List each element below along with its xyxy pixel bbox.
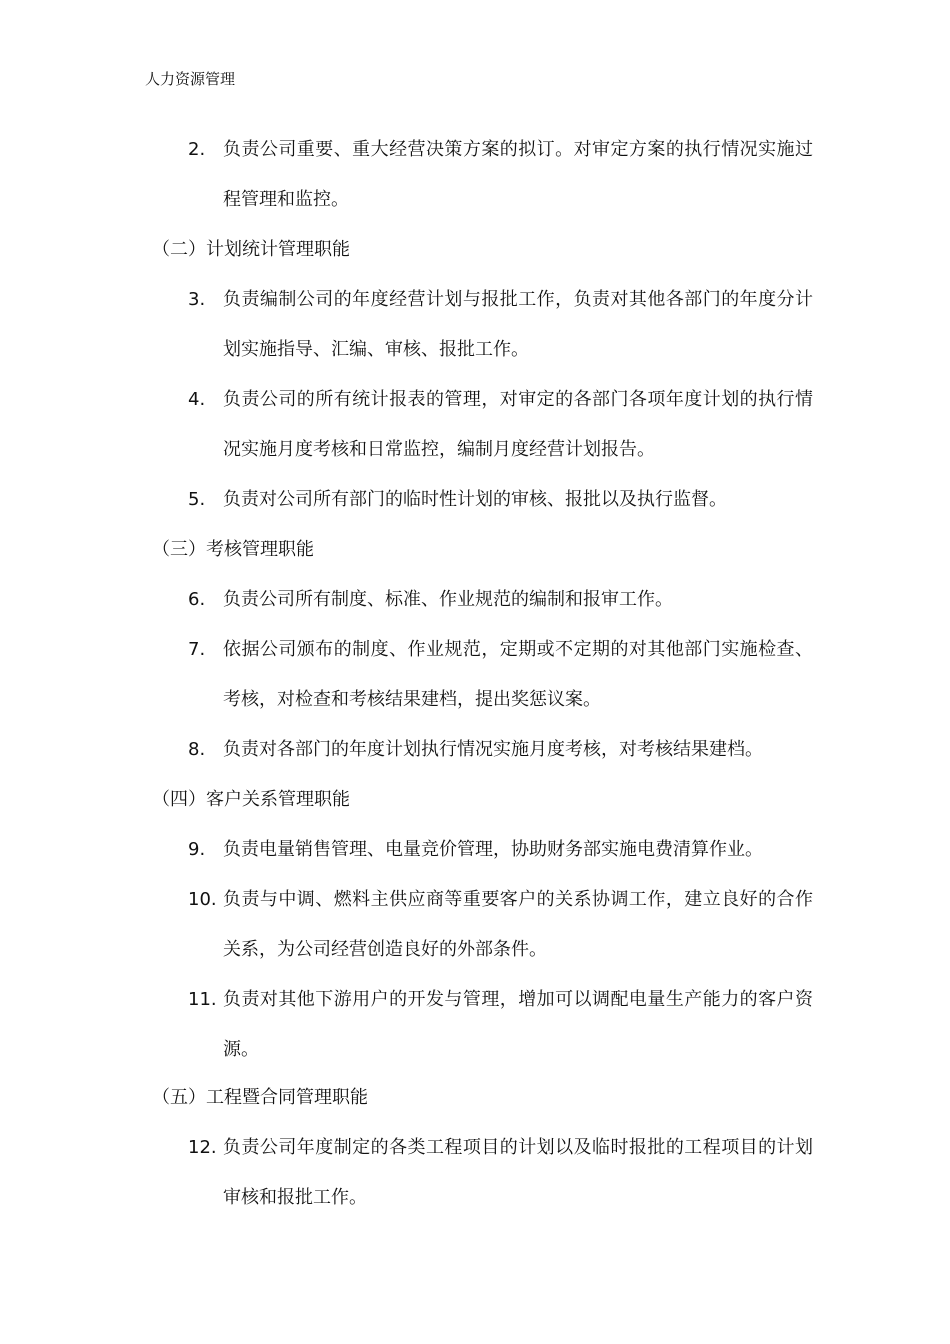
item-number: 5. [188,489,206,510]
item-text: 负责对各部门的年度计划执行情况实施月度考核，对考核结果建档。 [223,739,763,760]
item-text: 负责公司所有制度、标准、作业规范的编制和报审工作。 [223,589,673,610]
item-text: 依据公司颁布的制度、作业规范，定期或不定期的对其他部门实施检查、考核，对检查和考核结果建档，提出奖惩议案。 [223,639,813,710]
list-item [188,825,813,875]
list-item [188,475,813,525]
section-heading: （四）客户关系管理职能 [152,789,350,810]
item-number: 3. [188,289,206,310]
section-heading: （二）计划统计管理职能 [152,239,350,260]
item-number: 6. [188,589,206,610]
list-item [188,1123,813,1223]
list-item [188,375,813,475]
item-text: 负责对其他下游用户的开发与管理，增加可以调配电量生产能力的客户资源。 [223,989,813,1060]
item-text: 负责电量销售管理、电量竞价管理，协助财务部实施电费清算作业。 [223,839,763,860]
section-heading: （三）考核管理职能 [152,539,314,560]
list-item [188,625,813,725]
item-text: 负责公司年度制定的各类工程项目的计划以及临时报批的工程项目的计划审核和报批工作。 [223,1137,813,1208]
list-item [188,975,813,1075]
item-text: 负责对公司所有部门的临时性计划的审核、报批以及执行监督。 [223,489,727,510]
list-item [188,125,813,225]
item-number: 7. [188,639,206,660]
item-text: 负责公司重要、重大经营决策方案的拟订。对审定方案的执行情况实施过程管理和监控。 [223,139,813,210]
list-item [188,875,813,975]
list-item [188,725,813,775]
list-item [188,275,813,375]
list-item [188,575,813,625]
item-number: 8. [188,739,206,760]
item-number: 2. [188,139,206,160]
item-text: 负责与中调、燃料主供应商等重要客户的关系协调工作，建立良好的合作关系，为公司经营创造良好的外部条件。 [223,889,813,960]
item-number: 10. [188,889,217,910]
page-header: 人力资源管理 [145,70,236,88]
section-heading: （五）工程暨合同管理职能 [152,1087,368,1108]
item-number: 12. [188,1137,217,1158]
item-number: 11. [188,989,217,1010]
item-number: 9. [188,839,206,860]
item-number: 4. [188,389,206,410]
item-text: 负责编制公司的年度经营计划与报批工作，负责对其他各部门的年度分计划实施指导、汇编、审核、报批工作。 [223,289,813,360]
item-text: 负责公司的所有统计报表的管理，对审定的各部门各项年度计划的执行情况实施月度考核和日常监控，编制月度经营计划报告。 [223,389,813,460]
